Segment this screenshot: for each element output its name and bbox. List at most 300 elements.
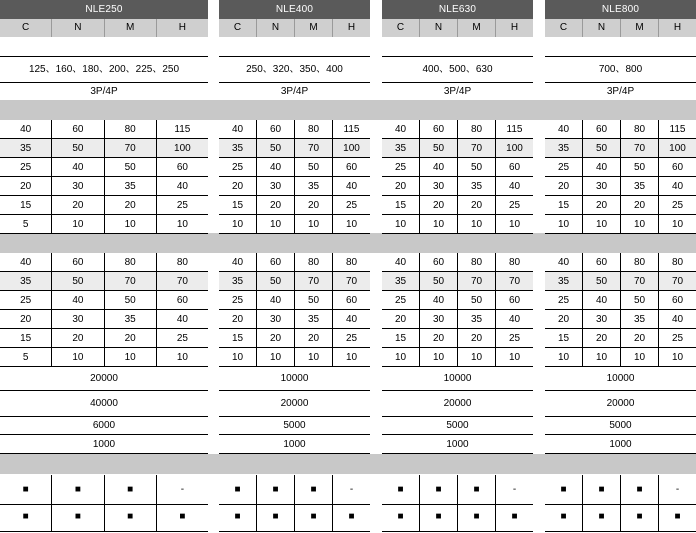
value-cell: 10 <box>156 348 208 366</box>
value-cell: 80 <box>156 253 208 271</box>
table-row <box>219 272 370 291</box>
accessory-cell: ■ <box>22 511 29 522</box>
value-cell: 80 <box>294 253 332 271</box>
value-cell: 15 <box>557 333 570 344</box>
accessory-row <box>545 502 696 532</box>
table-row <box>382 177 533 196</box>
table-row <box>382 253 533 272</box>
table-row <box>545 348 696 367</box>
value-cell: 40 <box>582 158 620 176</box>
table-row <box>0 196 208 215</box>
table-row <box>0 177 208 196</box>
column-header-row <box>382 19 533 37</box>
value-cell: 40 <box>332 310 370 328</box>
value-cell: 20 <box>419 329 457 347</box>
table-row <box>219 310 370 329</box>
value-cell: 30 <box>256 310 294 328</box>
accessory-cell: ■ <box>22 484 29 495</box>
table-row <box>219 291 370 310</box>
value-cell: 10 <box>256 215 294 233</box>
value-cell: 15 <box>394 333 407 344</box>
value-cell: 25 <box>557 162 570 173</box>
accessory-cell: ■ <box>495 502 533 531</box>
table-row <box>0 253 208 272</box>
value-cell: 70 <box>294 139 332 157</box>
value-cell: 100 <box>332 139 370 157</box>
table-row <box>0 310 208 329</box>
table-row <box>219 348 370 367</box>
life-value: 1000 <box>545 435 696 454</box>
life-value: 20000 <box>382 391 533 417</box>
value-cell: 35 <box>620 177 658 195</box>
table-row <box>545 272 696 291</box>
value-cell: 30 <box>582 310 620 328</box>
value-cell: 70 <box>457 139 495 157</box>
life-value: 40000 <box>0 391 208 417</box>
value-cell: 60 <box>582 120 620 138</box>
value-cell: 35 <box>231 276 244 287</box>
value-cell: 35 <box>620 310 658 328</box>
value-cell: 50 <box>294 291 332 309</box>
value-cell: 30 <box>51 177 103 195</box>
value-cell: 20 <box>394 314 407 325</box>
value-cell: 40 <box>495 177 533 195</box>
value-cell: 20 <box>294 329 332 347</box>
accessory-cell: ■ <box>51 475 103 504</box>
table-row <box>0 348 208 367</box>
value-cell: 70 <box>620 272 658 290</box>
value-cell: 70 <box>457 272 495 290</box>
column-header: H <box>156 19 208 37</box>
value-cell: 10 <box>582 348 620 366</box>
column-header: M <box>620 19 658 37</box>
table-row <box>545 329 696 348</box>
value-cell: 80 <box>495 253 533 271</box>
value-cell: 25 <box>557 295 570 306</box>
accessory-cell: ■ <box>582 475 620 504</box>
accessory-cell: - <box>332 475 370 504</box>
value-cell: 25 <box>156 196 208 214</box>
accessory-cell: ■ <box>234 511 241 522</box>
table-row <box>545 158 696 177</box>
value-cell: 25 <box>231 162 244 173</box>
value-cell: 20 <box>620 196 658 214</box>
table-row <box>219 139 370 158</box>
model-title: NLE250 <box>0 0 208 19</box>
value-cell: 80 <box>294 120 332 138</box>
table-row <box>382 348 533 367</box>
value-cell: 35 <box>457 177 495 195</box>
accessory-cell: ■ <box>332 502 370 531</box>
accessory-cell: ■ <box>582 502 620 531</box>
value-cell: 40 <box>419 291 457 309</box>
accessory-cell: ■ <box>397 511 404 522</box>
value-cell: 50 <box>620 291 658 309</box>
value-cell: 40 <box>557 257 570 268</box>
value-cell: 10 <box>104 348 156 366</box>
table-row <box>545 291 696 310</box>
value-cell: 60 <box>658 158 696 176</box>
table-row <box>0 158 208 177</box>
value-cell: 10 <box>495 348 533 366</box>
value-cell: 40 <box>394 257 407 268</box>
value-cell: 10 <box>419 215 457 233</box>
value-cell: 40 <box>231 124 244 135</box>
value-cell: 20 <box>620 329 658 347</box>
value-cell: 40 <box>51 291 103 309</box>
life-value: 1000 <box>0 435 208 454</box>
value-cell: 25 <box>495 329 533 347</box>
value-cell: 10 <box>658 348 696 366</box>
value-cell: 40 <box>394 124 407 135</box>
table-row <box>545 120 696 139</box>
value-cell: 25 <box>332 329 370 347</box>
value-cell: 40 <box>20 124 32 135</box>
value-cell: 50 <box>51 139 103 157</box>
value-cell: 60 <box>495 158 533 176</box>
value-cell: 20 <box>51 196 103 214</box>
value-cell: 25 <box>332 196 370 214</box>
column-header: C <box>233 22 242 33</box>
accessory-cell: ■ <box>419 502 457 531</box>
life-value: 5000 <box>382 417 533 435</box>
value-cell: 60 <box>332 291 370 309</box>
accessory-row <box>219 475 370 505</box>
life-value: 10000 <box>382 367 533 391</box>
value-cell: 20 <box>457 196 495 214</box>
column-header-row <box>545 19 696 37</box>
value-cell: 70 <box>495 272 533 290</box>
accessory-cell: - <box>495 475 533 504</box>
value-cell: 50 <box>582 139 620 157</box>
column-header-row <box>219 19 370 37</box>
table-row <box>0 139 208 158</box>
value-cell: 40 <box>582 291 620 309</box>
value-cell: 60 <box>419 253 457 271</box>
value-cell: 50 <box>419 272 457 290</box>
table-row <box>0 272 208 291</box>
value-cell: 10 <box>557 352 570 363</box>
current-ratings: 400、500、630 <box>382 57 533 83</box>
value-cell: 100 <box>495 139 533 157</box>
value-cell: 40 <box>557 124 570 135</box>
column-header: N <box>51 19 103 37</box>
value-cell: 70 <box>620 139 658 157</box>
value-cell: 10 <box>394 352 407 363</box>
value-cell: 35 <box>457 310 495 328</box>
value-cell: 40 <box>419 158 457 176</box>
value-cell: 20 <box>104 329 156 347</box>
value-cell: 70 <box>658 272 696 290</box>
accessory-cell: ■ <box>104 475 156 504</box>
value-cell: 50 <box>256 139 294 157</box>
value-cell: 80 <box>457 253 495 271</box>
blank-row <box>382 37 533 57</box>
value-cell: 20 <box>557 314 570 325</box>
value-cell: 70 <box>294 272 332 290</box>
table-row <box>219 196 370 215</box>
value-cell: 10 <box>582 215 620 233</box>
table-row <box>382 120 533 139</box>
value-cell: 60 <box>156 158 208 176</box>
value-cell: 30 <box>419 177 457 195</box>
value-cell: 10 <box>294 215 332 233</box>
value-cell: 80 <box>104 253 156 271</box>
column-header: C <box>22 22 30 33</box>
value-cell: 60 <box>332 158 370 176</box>
value-cell: 30 <box>256 177 294 195</box>
value-cell: 20 <box>231 181 244 192</box>
accessory-cell: ■ <box>419 475 457 504</box>
value-cell: 20 <box>582 196 620 214</box>
value-cell: 20 <box>457 329 495 347</box>
value-cell: 10 <box>457 215 495 233</box>
accessory-cell: ■ <box>234 484 241 495</box>
value-cell: 20 <box>20 181 32 192</box>
value-cell: 10 <box>51 348 103 366</box>
life-value: 6000 <box>0 417 208 435</box>
accessory-row <box>0 475 208 505</box>
value-cell: 80 <box>104 120 156 138</box>
table-row <box>0 291 208 310</box>
column-header: H <box>658 19 696 37</box>
value-cell: 10 <box>620 215 658 233</box>
value-cell: 80 <box>658 253 696 271</box>
value-cell: 10 <box>294 348 332 366</box>
value-cell: 35 <box>394 143 407 154</box>
value-cell: 5 <box>22 219 29 230</box>
life-value: 1000 <box>382 435 533 454</box>
table-row <box>219 215 370 234</box>
column-header: C <box>396 22 405 33</box>
value-cell: 20 <box>231 314 244 325</box>
value-cell: 25 <box>156 329 208 347</box>
table-row <box>219 253 370 272</box>
value-cell: 80 <box>620 253 658 271</box>
value-cell: 15 <box>20 200 32 211</box>
value-cell: 35 <box>104 310 156 328</box>
life-value: 20000 <box>0 367 208 391</box>
value-cell: 15 <box>557 200 570 211</box>
value-cell: 70 <box>156 272 208 290</box>
table-row <box>0 215 208 234</box>
table-row <box>545 253 696 272</box>
poles: 3P/4P <box>280 86 309 97</box>
table-row <box>382 215 533 234</box>
value-cell: 40 <box>51 158 103 176</box>
value-cell: 40 <box>156 310 208 328</box>
value-cell: 50 <box>256 272 294 290</box>
table-row <box>545 196 696 215</box>
accessory-cell: ■ <box>560 511 567 522</box>
column-header-row <box>0 19 208 37</box>
value-cell: 70 <box>104 272 156 290</box>
accessory-cell: ■ <box>620 475 658 504</box>
value-cell: 35 <box>20 143 32 154</box>
model-title: NLE800 <box>545 0 696 19</box>
value-cell: 35 <box>394 276 407 287</box>
value-cell: 15 <box>394 200 407 211</box>
column-header: M <box>294 19 332 37</box>
accessory-cell: ■ <box>457 502 495 531</box>
accessory-cell: ■ <box>156 502 208 531</box>
value-cell: 115 <box>332 120 370 138</box>
table-row <box>382 196 533 215</box>
blank-row <box>219 37 370 57</box>
value-cell: 25 <box>231 295 244 306</box>
value-cell: 10 <box>495 215 533 233</box>
accessory-cell: - <box>658 475 696 504</box>
value-cell: 60 <box>658 291 696 309</box>
value-cell: 25 <box>20 162 32 173</box>
value-cell: 10 <box>394 219 407 230</box>
table-row <box>545 215 696 234</box>
column-header: H <box>495 19 533 37</box>
blank-row <box>545 37 696 57</box>
value-cell: 60 <box>51 253 103 271</box>
value-cell: 35 <box>557 276 570 287</box>
column-header: N <box>256 19 294 37</box>
value-cell: 70 <box>332 272 370 290</box>
accessory-cell: ■ <box>560 484 567 495</box>
value-cell: 60 <box>256 253 294 271</box>
value-cell: 40 <box>231 257 244 268</box>
value-cell: 25 <box>495 196 533 214</box>
table-row <box>545 310 696 329</box>
table-row <box>0 329 208 348</box>
value-cell: 20 <box>20 314 32 325</box>
value-cell: 10 <box>256 348 294 366</box>
model-title: NLE400 <box>219 0 370 19</box>
value-cell: 10 <box>557 219 570 230</box>
column-header: M <box>457 19 495 37</box>
value-cell: 80 <box>457 120 495 138</box>
value-cell: 100 <box>156 139 208 157</box>
life-value: 5000 <box>545 417 696 435</box>
value-cell: 100 <box>658 139 696 157</box>
table-row <box>382 139 533 158</box>
value-cell: 35 <box>557 143 570 154</box>
poles: 3P/4P <box>606 86 635 97</box>
value-cell: 50 <box>51 272 103 290</box>
life-value: 10000 <box>219 367 370 391</box>
table-row <box>219 158 370 177</box>
value-cell: 30 <box>582 177 620 195</box>
current-ratings: 700、800 <box>545 57 696 83</box>
value-cell: 40 <box>658 310 696 328</box>
value-cell: 20 <box>256 329 294 347</box>
value-cell: 40 <box>495 310 533 328</box>
value-cell: 40 <box>332 177 370 195</box>
value-cell: 20 <box>419 196 457 214</box>
value-cell: 60 <box>495 291 533 309</box>
accessory-cell: ■ <box>457 475 495 504</box>
value-cell: 10 <box>51 215 103 233</box>
value-cell: 20 <box>294 196 332 214</box>
value-cell: 115 <box>156 120 208 138</box>
current-ratings: 125、160、180、200、225、250 <box>0 57 208 83</box>
value-cell: 30 <box>419 310 457 328</box>
value-cell: 70 <box>104 139 156 157</box>
table-row <box>382 310 533 329</box>
value-cell: 50 <box>419 139 457 157</box>
value-cell: 10 <box>620 348 658 366</box>
table-row <box>382 291 533 310</box>
value-cell: 5 <box>22 352 29 363</box>
value-cell: 35 <box>20 276 32 287</box>
value-cell: 15 <box>231 333 244 344</box>
blank-row <box>0 37 208 57</box>
table-row <box>382 272 533 291</box>
accessory-row <box>545 475 696 505</box>
model-title: NLE630 <box>382 0 533 19</box>
accessory-row <box>219 502 370 532</box>
value-cell: 25 <box>394 162 407 173</box>
value-cell: 20 <box>582 329 620 347</box>
table-row <box>382 329 533 348</box>
value-cell: 15 <box>20 333 32 344</box>
value-cell: 10 <box>332 348 370 366</box>
accessory-cell: ■ <box>294 475 332 504</box>
table-row <box>545 139 696 158</box>
value-cell: 10 <box>231 219 244 230</box>
accessory-row <box>382 502 533 532</box>
table-row <box>219 120 370 139</box>
value-cell: 10 <box>332 215 370 233</box>
value-cell: 40 <box>20 257 32 268</box>
value-cell: 10 <box>104 215 156 233</box>
column-header: N <box>419 19 457 37</box>
table-row <box>219 177 370 196</box>
value-cell: 50 <box>457 158 495 176</box>
accessory-cell: ■ <box>256 502 294 531</box>
value-cell: 50 <box>294 158 332 176</box>
model-block-nle630 <box>382 0 533 533</box>
model-block-nle800 <box>545 0 696 533</box>
value-cell: 80 <box>620 120 658 138</box>
value-cell: 20 <box>104 196 156 214</box>
poles: 3P/4P <box>443 86 472 97</box>
column-header: M <box>104 19 156 37</box>
model-block-nle400 <box>219 0 370 533</box>
table-row <box>382 158 533 177</box>
value-cell: 60 <box>419 120 457 138</box>
value-cell: 25 <box>394 295 407 306</box>
value-cell: 60 <box>582 253 620 271</box>
value-cell: 60 <box>256 120 294 138</box>
value-cell: 25 <box>658 196 696 214</box>
accessory-cell: - <box>156 475 208 504</box>
value-cell: 40 <box>156 177 208 195</box>
accessory-cell: ■ <box>256 475 294 504</box>
life-value: 10000 <box>545 367 696 391</box>
current-ratings: 250、320、350、400 <box>219 57 370 83</box>
accessory-cell: ■ <box>51 502 103 531</box>
model-block-nle250 <box>0 0 208 533</box>
value-cell: 20 <box>256 196 294 214</box>
value-cell: 20 <box>394 181 407 192</box>
value-cell: 35 <box>104 177 156 195</box>
value-cell: 30 <box>51 310 103 328</box>
value-cell: 35 <box>294 177 332 195</box>
accessory-cell: ■ <box>620 502 658 531</box>
life-value: 20000 <box>219 391 370 417</box>
table-row <box>219 329 370 348</box>
accessory-row <box>0 502 208 532</box>
column-header: C <box>559 22 568 33</box>
value-cell: 20 <box>51 329 103 347</box>
value-cell: 115 <box>658 120 696 138</box>
